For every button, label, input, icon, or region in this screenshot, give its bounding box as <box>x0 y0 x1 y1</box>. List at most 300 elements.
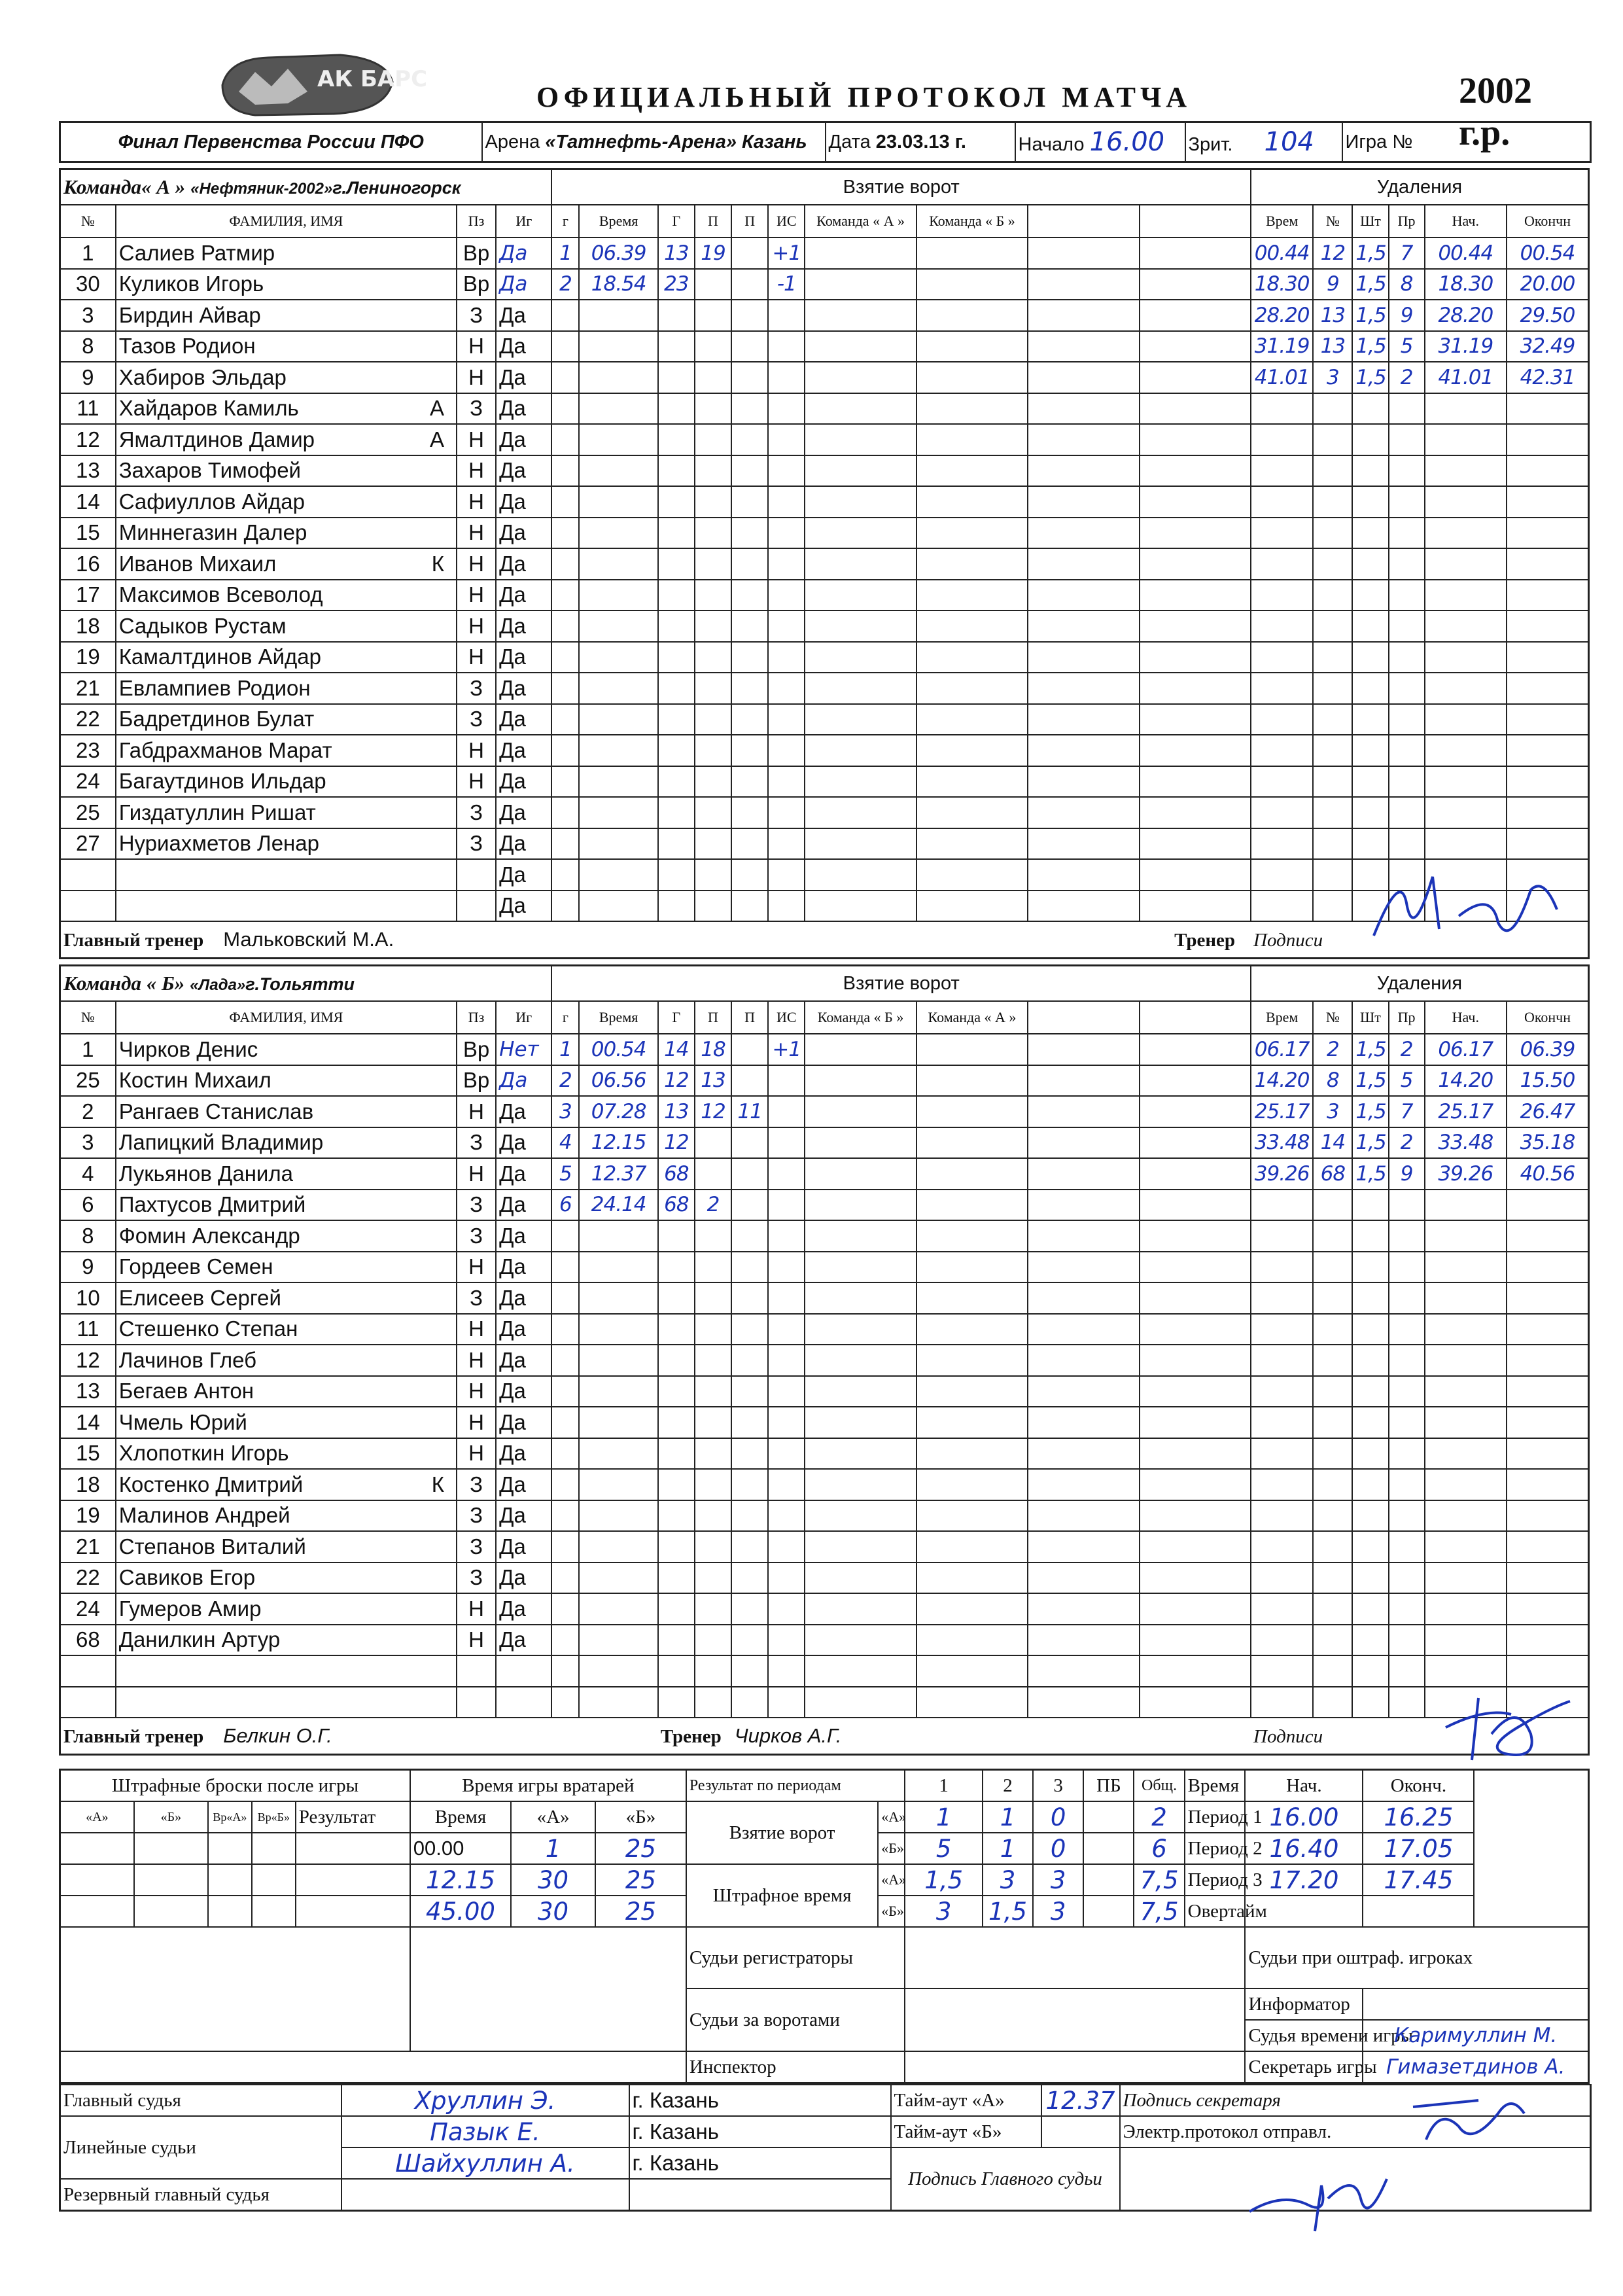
penalty-code <box>1389 1376 1425 1407</box>
goal-g <box>551 1314 579 1345</box>
penalty-end <box>1507 1282 1589 1314</box>
grid-cell <box>1028 828 1139 860</box>
penalty-start <box>1425 1625 1507 1656</box>
grid-cell <box>1140 859 1251 891</box>
team-a-signature <box>1361 864 1577 959</box>
player-played: Да <box>496 518 551 549</box>
penalty-time <box>1251 1687 1313 1718</box>
goal-a2 <box>731 610 768 642</box>
grid-cell <box>916 1469 1028 1500</box>
player-number: 11 <box>60 1314 116 1345</box>
goal-goal <box>658 891 695 922</box>
player-name-text: Габдрахманов Марат <box>118 737 332 762</box>
reserve-referee-label: Резервный главный судья <box>60 2179 341 2211</box>
signatures-label: Подписи <box>1253 930 1323 951</box>
goal-is <box>768 1438 805 1470</box>
grid-cell <box>916 1687 1028 1718</box>
goal-is <box>768 1282 805 1314</box>
player-name <box>116 642 457 673</box>
penalty-start <box>1425 393 1507 425</box>
goal-a1: 18 <box>695 1034 731 1065</box>
player-number: 24 <box>60 766 116 798</box>
goal-a2 <box>731 548 768 580</box>
player-name <box>116 1469 457 1500</box>
goal-a2 <box>731 331 768 362</box>
penalty-code <box>1389 1563 1425 1594</box>
penalty-end <box>1507 1593 1589 1625</box>
goal-a1 <box>695 1500 731 1532</box>
penalty-time <box>1251 580 1313 611</box>
player-position: Н <box>457 548 496 580</box>
player-name-text: Хлопоткин Игорь <box>118 1441 289 1466</box>
goal-time <box>579 1220 657 1252</box>
penalty-time <box>1251 1282 1313 1314</box>
penalty-min: 1,5 <box>1352 1065 1388 1097</box>
player-position: З <box>457 1127 496 1159</box>
goal-is <box>768 455 805 487</box>
goal-is <box>768 331 805 362</box>
grid-cell <box>1028 1190 1139 1221</box>
grid-cell <box>916 1376 1028 1407</box>
goals-b-label: «Б» <box>878 1833 905 1864</box>
player-name-text: Бирдин Айвар <box>118 302 261 327</box>
grid-cell <box>805 673 916 704</box>
penalty-end <box>1507 1563 1589 1594</box>
penalty-min: 1,5 <box>1352 331 1388 362</box>
player-played: Да <box>496 859 551 891</box>
table-row <box>60 300 1589 331</box>
penalty-num <box>1313 766 1352 798</box>
grid-cell <box>916 1034 1028 1065</box>
penalty-num <box>1313 704 1352 735</box>
goal-g <box>551 331 579 362</box>
head-referee-signature <box>1243 2159 1393 2241</box>
player-name <box>116 766 457 798</box>
goal-goal <box>658 704 695 735</box>
grid-cell <box>805 1438 916 1470</box>
player-number: 22 <box>60 704 116 735</box>
goal-a1 <box>695 424 731 455</box>
pim-by-period-label: Штрафное время <box>686 1864 878 1927</box>
pim-b-total: 7,5 <box>1134 1896 1184 1927</box>
penalty-time <box>1251 486 1313 518</box>
goal-time <box>579 735 657 766</box>
player-name-text: Куликов Игорь <box>118 272 264 296</box>
goals-b-p1: 5 <box>905 1833 982 1864</box>
goal-a2 <box>731 1376 768 1407</box>
shootout-col-gk-a: Вр«А» <box>208 1801 252 1833</box>
player-number: 19 <box>60 642 116 673</box>
goal-g: 1 <box>551 238 579 269</box>
goal-goal: 12 <box>658 1065 695 1097</box>
player-number: 8 <box>60 1220 116 1252</box>
goal-g <box>551 300 579 331</box>
player-name-text: Максимов Всеволод <box>118 582 323 607</box>
penalty-time <box>1251 455 1313 487</box>
goal-time <box>579 1687 657 1718</box>
goal-is <box>768 1252 805 1283</box>
penalty-min <box>1352 486 1388 518</box>
player-position: З <box>457 704 496 735</box>
player-position <box>457 1655 496 1687</box>
penalty-code <box>1389 1438 1425 1470</box>
col-pen-min: Шт <box>1352 205 1388 238</box>
grid-cell <box>916 673 1028 704</box>
table-row <box>60 1625 1589 1656</box>
player-name <box>116 859 457 891</box>
goal-is <box>768 518 805 549</box>
penalty-end <box>1507 1407 1589 1438</box>
penalty-code <box>1389 673 1425 704</box>
penalty-code: 9 <box>1389 1158 1425 1190</box>
player-position: Вр <box>457 1065 496 1097</box>
goal-g: 2 <box>551 269 579 300</box>
player-played: Да <box>496 1563 551 1594</box>
penalty-num: 12 <box>1313 238 1352 269</box>
shootout-title: Штрафные броски после игры <box>60 1770 410 1802</box>
penalty-min <box>1352 828 1388 860</box>
player-number: 9 <box>60 362 116 393</box>
grid-cell <box>1140 1314 1251 1345</box>
player-position: З <box>457 1220 496 1252</box>
player-name <box>116 486 457 518</box>
goal-time <box>579 1376 657 1407</box>
goal-time <box>579 1593 657 1625</box>
goal-goal: 68 <box>658 1190 695 1221</box>
penalty-min <box>1352 1314 1388 1345</box>
table-row <box>60 1314 1589 1345</box>
goal-a2 <box>731 859 768 891</box>
penalty-num <box>1313 424 1352 455</box>
team-name: «Лада» <box>190 976 246 994</box>
penalty-min: 1,5 <box>1352 238 1388 269</box>
player-position <box>457 1687 496 1718</box>
team-b-table <box>59 964 1590 1756</box>
period-start-head: Нач. <box>1245 1770 1363 1802</box>
penalty-num <box>1313 1376 1352 1407</box>
table-row <box>60 1407 1589 1438</box>
penalty-start <box>1425 1531 1507 1563</box>
grid-cell <box>1028 735 1139 766</box>
goal-a1 <box>695 1625 731 1656</box>
goal-a2 <box>731 1593 768 1625</box>
goal-time: 24.14 <box>579 1190 657 1221</box>
col-pen-start: Нач. <box>1425 1001 1507 1034</box>
team-b-title <box>60 966 552 1002</box>
team-label: Команда « Б» <box>63 972 185 995</box>
table-row <box>60 1438 1589 1470</box>
gk-col-time: Время <box>410 1801 511 1833</box>
penalty-start: 39.26 <box>1425 1158 1507 1190</box>
table-row <box>60 548 1589 580</box>
pim-b-p1: 3 <box>905 1896 982 1927</box>
player-played: Да <box>496 1625 551 1656</box>
e-protocol-label: Электр.протокол отправл. <box>1120 2116 1591 2147</box>
trainer-label: Тренер <box>660 1726 722 1747</box>
pim-a-pb <box>1083 1864 1134 1896</box>
penalty-code <box>1389 486 1425 518</box>
col-pen-num: № <box>1313 205 1352 238</box>
grid-cell <box>805 735 916 766</box>
goal-g <box>551 1687 579 1718</box>
penalty-code: 9 <box>1389 300 1425 331</box>
grid-cell <box>805 891 916 922</box>
col-pen-time: Врем <box>1251 205 1313 238</box>
grid-cell <box>1140 238 1251 269</box>
goal-is: -1 <box>768 269 805 300</box>
player-number: 24 <box>60 1593 116 1625</box>
goal-a1 <box>695 766 731 798</box>
penalty-min <box>1352 1190 1388 1221</box>
player-name <box>116 828 457 860</box>
player-name-text: Гиздатуллин Ришат <box>118 800 316 824</box>
game-number-label: Игра № <box>1345 131 1413 152</box>
goal-goal <box>658 1220 695 1252</box>
player-position: З <box>457 1469 496 1500</box>
col-team-b: Команда « Б » <box>805 1001 916 1034</box>
penalty-num <box>1313 455 1352 487</box>
table-row <box>60 455 1589 487</box>
goal-is <box>768 1593 805 1625</box>
penalty-end <box>1507 424 1589 455</box>
penalty-min <box>1352 1563 1388 1594</box>
grid-cell <box>1140 331 1251 362</box>
penalty-num <box>1313 1625 1352 1656</box>
penalty-min <box>1352 1376 1388 1407</box>
goal-g <box>551 828 579 860</box>
penalty-end <box>1507 486 1589 518</box>
player-name-text: Чирков Денис <box>118 1036 258 1061</box>
grid-cell <box>916 1065 1028 1097</box>
gk-time-1: 00.00 <box>410 1833 511 1864</box>
player-name <box>116 269 457 300</box>
goal-g <box>551 1469 579 1500</box>
grid-cell <box>1028 518 1139 549</box>
col-num: № <box>60 205 116 238</box>
goal-a1: 13 <box>695 1065 731 1097</box>
total-head: Общ. <box>1134 1770 1184 1802</box>
linesman-2-city: г. Казань <box>629 2147 891 2179</box>
grid-cell <box>1028 1282 1139 1314</box>
player-name <box>116 1220 457 1252</box>
goal-time: 12.15 <box>579 1127 657 1159</box>
grid-cell <box>1028 1158 1139 1190</box>
goal-a1 <box>695 486 731 518</box>
penalty-end <box>1507 1345 1589 1376</box>
period-1-start: 16.00 <box>1245 1801 1363 1833</box>
grid-cell <box>1028 238 1139 269</box>
penalty-num <box>1313 486 1352 518</box>
player-name <box>116 1593 457 1625</box>
grid-cell <box>1140 548 1251 580</box>
player-number: 18 <box>60 610 116 642</box>
player-played: Да <box>496 735 551 766</box>
goals-b-total: 6 <box>1134 1833 1184 1864</box>
player-name <box>116 518 457 549</box>
goal-is <box>768 766 805 798</box>
grid-cell <box>805 642 916 673</box>
head-referee-label: Главный судья <box>60 2085 341 2116</box>
goal-goal <box>658 735 695 766</box>
secretary-name: Гимазетдинов А. <box>1363 2051 1588 2083</box>
grid-cell <box>1028 393 1139 425</box>
col-played: Иг <box>496 205 551 238</box>
penalty-time <box>1251 797 1313 828</box>
grid-cell <box>1140 1531 1251 1563</box>
penalty-code <box>1389 1314 1425 1345</box>
goal-a1 <box>695 548 731 580</box>
penalty-time <box>1251 1500 1313 1532</box>
grid-cell <box>916 1407 1028 1438</box>
col-is: ИС <box>768 205 805 238</box>
table-row <box>60 1469 1589 1500</box>
grid-cell <box>805 518 916 549</box>
penalty-end: 26.47 <box>1507 1096 1589 1127</box>
player-position: З <box>457 393 496 425</box>
penalty-end <box>1507 1625 1589 1656</box>
goal-goal <box>658 1625 695 1656</box>
grid-cell <box>1140 1655 1251 1687</box>
table-row <box>60 331 1589 362</box>
penalty-num <box>1313 673 1352 704</box>
inspector-label: Инспектор <box>686 2051 905 2083</box>
goal-g <box>551 1252 579 1283</box>
grid-cell <box>1028 486 1139 518</box>
goal-goal <box>658 1469 695 1500</box>
grid-cell <box>916 518 1028 549</box>
penalty-num <box>1313 642 1352 673</box>
col-pen-end: Окончн <box>1507 1001 1589 1034</box>
player-played: Да <box>496 1314 551 1345</box>
table-row <box>60 1127 1589 1159</box>
period-1-end: 16.25 <box>1363 1801 1474 1833</box>
penalty-min <box>1352 1593 1388 1625</box>
penalty-end: 20.00 <box>1507 269 1589 300</box>
penalty-end <box>1507 735 1589 766</box>
player-name <box>116 610 457 642</box>
player-played: Да <box>496 455 551 487</box>
penalty-min <box>1352 393 1388 425</box>
table-row <box>60 797 1589 828</box>
col-pen-code: Пр <box>1389 1001 1425 1034</box>
player-played: Да <box>496 1065 551 1097</box>
player-number: 3 <box>60 300 116 331</box>
document-title: ОФИЦИАЛЬНЫЙ ПРОТОКОЛ МАТЧА <box>536 81 1192 113</box>
grid-cell <box>1140 424 1251 455</box>
penalty-min <box>1352 1438 1388 1470</box>
penalty-min: 1,5 <box>1352 1034 1388 1065</box>
penalty-end: 35.18 <box>1507 1127 1589 1159</box>
goal-a2 <box>731 1034 768 1065</box>
player-played: Да <box>496 1220 551 1252</box>
team-b-section <box>59 964 1590 1756</box>
player-position: Н <box>457 518 496 549</box>
penalty-time <box>1251 518 1313 549</box>
penalty-start: 18.30 <box>1425 269 1507 300</box>
table-row <box>60 704 1589 735</box>
goal-a2 <box>731 1065 768 1097</box>
team-a-table <box>59 168 1590 959</box>
player-name-text: Малинов Андрей <box>118 1503 290 1528</box>
grid-cell <box>1028 891 1139 922</box>
col-pen-end: Окончн <box>1507 205 1589 238</box>
goal-g <box>551 1376 579 1407</box>
goal-is <box>768 1407 805 1438</box>
grid-cell <box>1140 1500 1251 1532</box>
penalty-time <box>1251 1220 1313 1252</box>
goal-a1 <box>695 1438 731 1470</box>
table-row <box>60 1158 1589 1190</box>
col-a2: П <box>731 205 768 238</box>
team-city: г.Лениногорск <box>332 178 461 198</box>
goal-g <box>551 455 579 487</box>
player-name-text: Салиев Ратмир <box>118 240 275 265</box>
goal-a1 <box>695 1407 731 1438</box>
goal-goal: 12 <box>658 1127 695 1159</box>
period-end-head: Оконч. <box>1363 1770 1474 1802</box>
player-number: 4 <box>60 1158 116 1190</box>
penalty-time: 14.20 <box>1251 1065 1313 1097</box>
table-row <box>60 1034 1589 1065</box>
goals-by-period-label: Взятие ворот <box>686 1801 878 1864</box>
col-num: № <box>60 1001 116 1034</box>
arena-name: «Татнефть-Арена» Казань <box>545 131 807 152</box>
player-played: Да <box>496 704 551 735</box>
goal-is <box>768 486 805 518</box>
gk-col-a: «А» <box>511 1801 595 1833</box>
player-name <box>116 704 457 735</box>
player-name <box>116 1065 457 1097</box>
penalty-end <box>1507 828 1589 860</box>
goal-is <box>768 1500 805 1532</box>
goal-is <box>768 1190 805 1221</box>
player-number: 25 <box>60 797 116 828</box>
player-position: Н <box>457 1438 496 1470</box>
goals-a-p1: 1 <box>905 1801 982 1833</box>
penalty-time <box>1251 548 1313 580</box>
spectators-count: 104 <box>1264 127 1314 157</box>
goal-time <box>579 1282 657 1314</box>
goals-header: Взятие ворот <box>551 966 1251 1002</box>
protocol-sheet <box>59 121 1590 2212</box>
penalty-end <box>1507 797 1589 828</box>
shootout-head: ПБ <box>1083 1770 1134 1802</box>
player-position: З <box>457 1531 496 1563</box>
penalty-code <box>1389 610 1425 642</box>
penalty-time: 33.48 <box>1251 1127 1313 1159</box>
grid-cell <box>805 424 916 455</box>
penalty-time <box>1251 1469 1313 1500</box>
player-name <box>116 1096 457 1127</box>
player-number: 2 <box>60 1096 116 1127</box>
grid-cell <box>1140 766 1251 798</box>
player-number: 25 <box>60 1065 116 1097</box>
team-name: «Нефтяник-2002» <box>190 180 333 198</box>
player-name-text: Гордеев Семен <box>118 1254 273 1279</box>
player-name <box>116 1531 457 1563</box>
grid-cell <box>1028 1034 1139 1065</box>
grid-cell <box>1028 1096 1139 1127</box>
penalty-time <box>1251 1376 1313 1407</box>
col-blank <box>1028 1001 1139 1034</box>
player-position: Н <box>457 642 496 673</box>
goal-is <box>768 1655 805 1687</box>
player-name <box>116 1625 457 1656</box>
goal-a1 <box>695 1687 731 1718</box>
table-row <box>60 580 1589 611</box>
table-row <box>60 673 1589 704</box>
penalty-min <box>1352 1345 1388 1376</box>
